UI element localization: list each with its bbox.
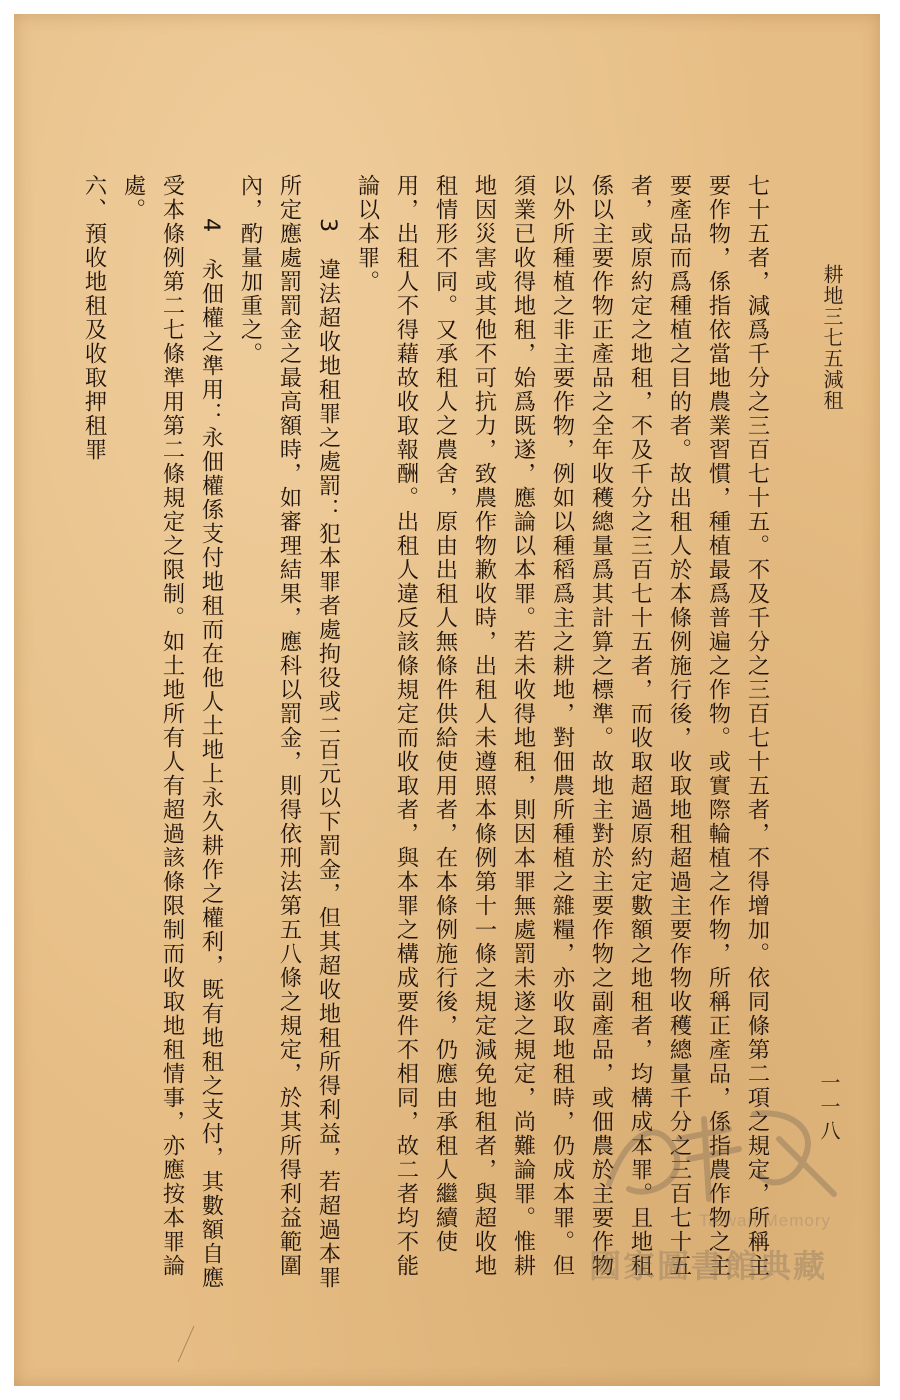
watermark-english: Taiwan Memory [699,1211,832,1230]
scratch-mark [174,1324,204,1364]
paragraph-continued: 七十五者，減爲千分之三百七十五。不及千分之三百七十五者，不得增加。依同條第二項之規定，所稱主要作物，係指依當地農業習慣，種植最爲普遍之作物。或實際輪植之作物，所稱正產品，係指農作物之主要產品而爲種植之目的者。故出租人於本條例施行後，收取地租超過主要作物收穫總量千分之三百七十五者，或原約定之地租，不及千分之三百七十五者，而收取超過原約定數額之地租者，均構成本罪。且地租係以主要作物正產品之全年收穫總量爲其計算之標準。故地主對於主要作物之副產品，或佃農於主要作物以外所種植之非主要作物，例如以種稻爲主之耕地，對佃農所種植之雜糧，亦收取地租時，仍成本罪。但須業已收得地租，始爲既遂，應論以本罪。若未收得地租，則因本罪無處罰未遂之規定，尚難論罪。惟耕地因災害或其他不可抗力，致農作物歉收時，出租人未遵照本條例第十一條之規定減免地租者，與超收地租情形不同。又承租人之農舍，原由出租人無條件供給使用者，在本條例施行後，仍應由承租人繼續使用，出租人不得藉故收取報酬。出租人違反該條規定而收取者，與本罪之構成要件不相同，故二者均不能論以本罪。 [354,174,770,1278]
paragraph-number: 4 [198,218,224,235]
running-header: 耕地三七五減租 [820,264,844,411]
watermark-chinese: 國家圖書館典藏 [589,1247,828,1285]
page-number: 一一八 [817,1072,841,1144]
paragraph-4 [113,174,230,1294]
paragraph-number: 3 [315,218,341,235]
body-text [74,174,776,1294]
section-heading: 六、預收地租及收取押租罪 [81,174,107,462]
paragraph-text: 永佃權之準用：永佃權係支付地租而在他人土地上永久耕作之權利，既有地租之支付，其數額自應受本條例第二七條準用第二條規定之限制。如土地所有人有超過該條限制而收取地租情事，亦應按本罪論處。 [120,174,224,1291]
paragraph-3 [230,174,347,1294]
document-page [14,14,880,1386]
paragraph-text: 違法超收地租罪之處罰：犯本罪者處拘役或二百元以下罰金，但其超收地租所得利益，若超過本罪所定應處罰罰金之最高額時，如審理結果，應科以罰金，則得依刑法第五八條之規定，於其所得利益範圍內，酌量加重之。 [237,174,341,1291]
